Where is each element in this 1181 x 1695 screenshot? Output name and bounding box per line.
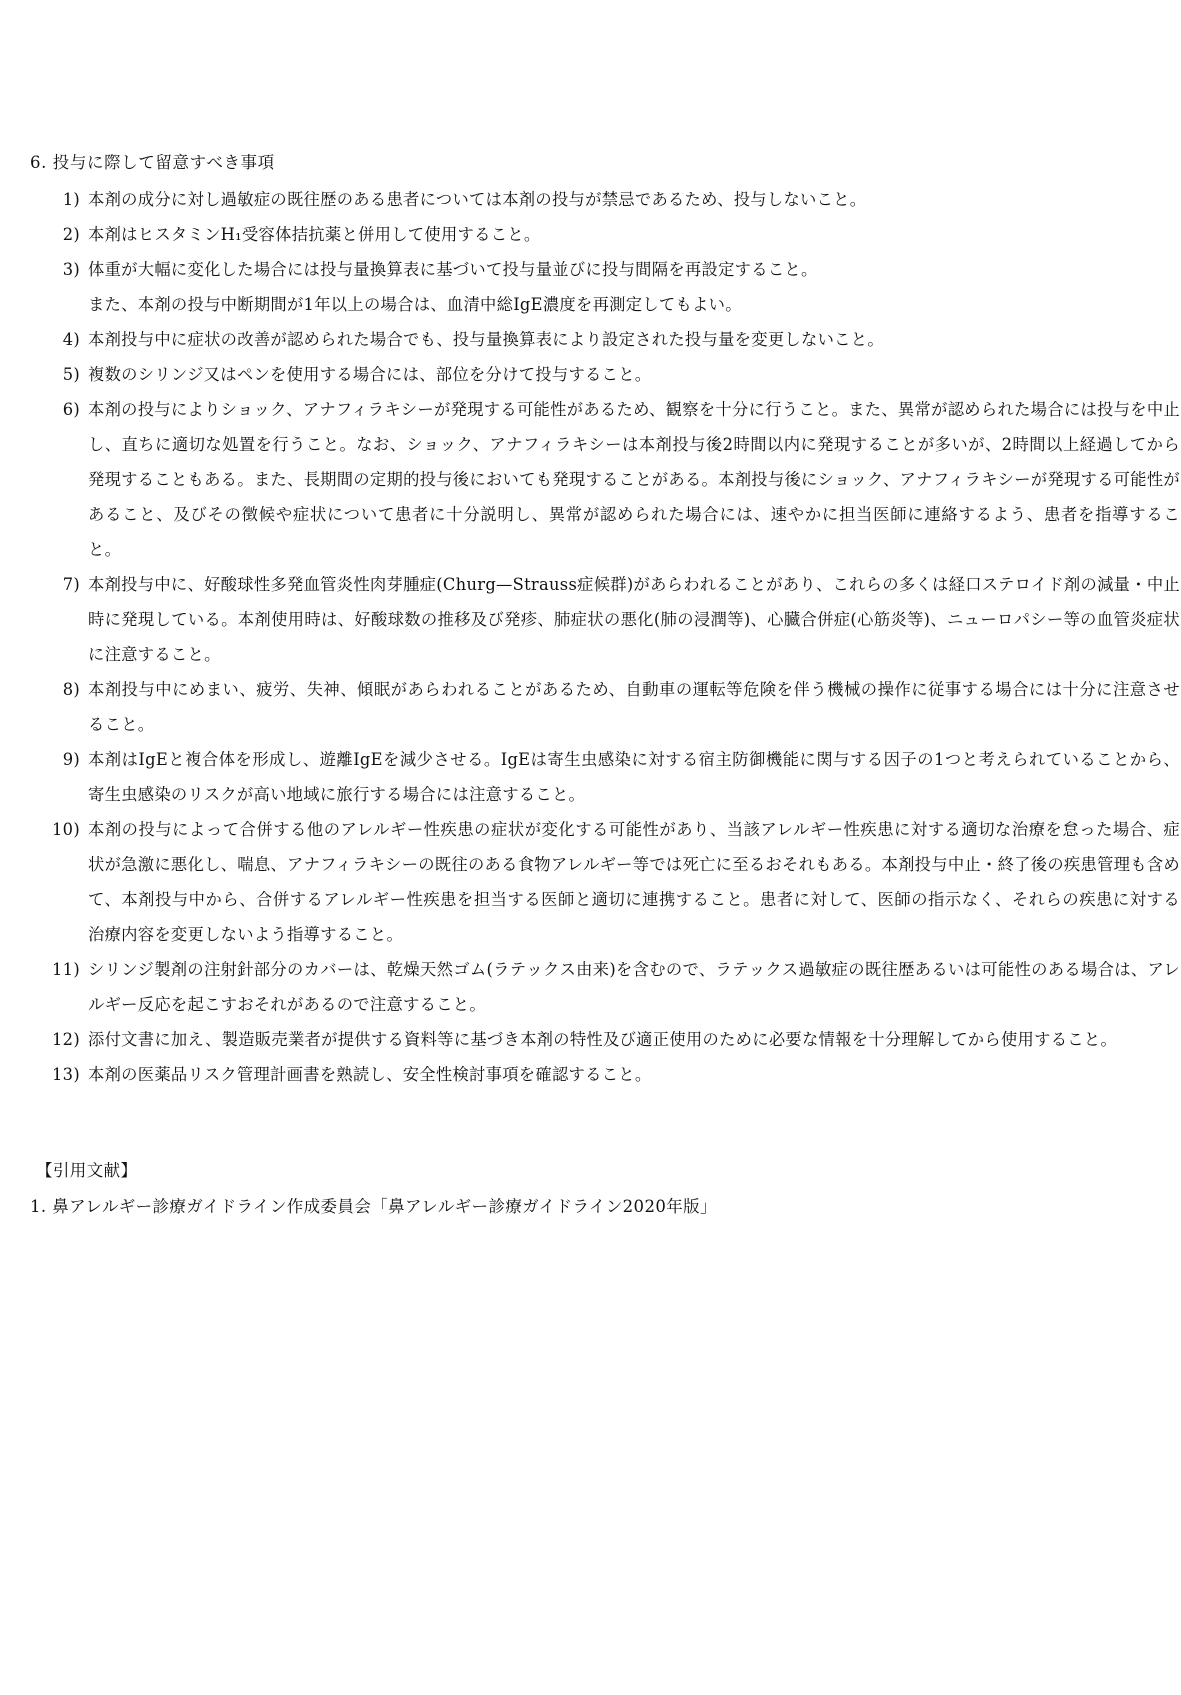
list-item [30,182,1160,217]
list-item-text: 本剤はIgEと複合体を形成し、遊離IgEを減少させる。IgEは寄生虫感染に対する宿主防御機能に関与する因子の1つと考えられていることから、寄生虫感染のリスクが高い地域に旅行する場合には注意すること。 [88,750,1180,804]
references-section [30,1160,1160,1218]
list-item-number: 4) [62,330,80,349]
list-item-number: 5) [62,365,80,384]
list-item-number: 3) [62,260,80,279]
list-item [30,742,1180,812]
list-item-number: 13) [52,1065,80,1084]
list-item-number: 11) [52,960,80,979]
list-item-text: 本剤投与中にめまい、疲労、失神、傾眠があらわれることがあるため、自動車の運転等危険を伴う機械の操作に従事する場合には十分に注意させること。 [88,680,1180,734]
precautions-section [30,152,1180,1092]
list-item-text: 本剤の投与によって合併する他のアレルギー性疾患の症状が変化する可能性があり、当該アレルギー性疾患に対する適切な治療を怠った場合、症状が急激に悪化し、喘息、アナフィラキシーの既往のある食物アレルギー等では死亡に至るおそれもある。本剤投与中止・終了後の疾患管理も含めて、本剤投与中から、合併するアレルギー性疾患を担当する医師と適切に連携すること。患者に対して、医師の指示なく、それらの疾患に対する治療内容を変更しないよう指導すること。 [88,820,1180,944]
list-item-number: 2) [62,225,80,244]
precautions-list [30,182,1180,1092]
references-heading: 【引用文献】 [36,1161,138,1180]
list-item-text: 本剤投与中に症状の改善が認められた場合でも、投与量換算表により設定された投与量を変更しないこと。 [88,330,884,349]
list-item [30,567,1180,672]
list-item [30,952,1180,1022]
reference-item: 1. 鼻アレルギー診療ガイドライン作成委員会「鼻アレルギー診療ガイドライン2020年版」 [30,1197,717,1216]
list-item [30,217,1160,252]
list-item [30,1057,1160,1092]
list-item-number: 1) [62,190,80,209]
list-item-number: 10) [52,820,80,839]
list-item-text: シリンジ製剤の注射針部分のカバーは、乾燥天然ゴム(ラテックス由来)を含むので、ラテックス過敏症の既往歴あるいは可能性のある場合は、アレルギー反応を起こすおそれがあるので注意すること。 [88,960,1180,1014]
list-item [30,1022,1160,1057]
list-item [30,357,1160,392]
list-item-number: 8) [62,680,80,699]
list-item-text: 本剤の成分に対し過敏症の既往歴のある患者については本剤の投与が禁忌であるため、投与しないこと。 [88,190,867,209]
list-item-note: また、本剤の投与中断期間が1年以上の場合は、血清中総IgE濃度を再測定してもよい。 [88,295,742,314]
list-item-text: 添付文書に加え、製造販売業者が提供する資料等に基づき本剤の特性及び適正使用のために必要な情報を十分理解してから使用すること。 [88,1030,1118,1049]
section-heading: 6. 投与に際して留意すべき事項 [30,153,275,172]
list-item-text: 本剤の医薬品リスク管理計画書を熟読し、安全性検討事項を確認すること。 [88,1065,652,1084]
list-item-text: 本剤の投与によりショック、アナフィラキシーが発現する可能性があるため、観察を十分に行うこと。また、異常が認められた場合には投与を中止し、直ちに適切な処置を行うこと。なお、ショック、アナフィラキシーは本剤投与後2時間以内に発現することが多いが、2時間以上経過してから発現することもある。また、長期間の定期的投与後においても発現することがある。本剤投与後にショック、アナフィラキシーが発現する可能性があること、及びその徴候や症状について患者に十分説明し、異常が認められた場合には、速やかに担当医師に連絡するよう、患者を指導すること。 [88,400,1180,559]
list-item-text: 複数のシリンジ又はペンを使用する場合には、部位を分けて投与すること。 [88,365,652,384]
list-item-text: 体重が大幅に変化した場合には投与量換算表に基づいて投与量並びに投与間隔を再設定すること。 [88,260,818,279]
list-item-text: 本剤投与中に、好酸球性多発血管炎性肉芽腫症(Churg—Strauss症候群)があらわれることがあり、これらの多くは経口ステロイド剤の減量・中止時に発現している。本剤使用時は、好酸球数の推移及び発疹、肺症状の悪化(肺の浸潤等)、心臓合併症(心筋炎等)、ニューロパシー等の血管炎症状に注意すること。 [88,575,1180,664]
list-item [30,252,1160,322]
list-item-number: 12) [52,1030,80,1049]
list-item-number: 7) [62,575,80,594]
list-item-text: 本剤はヒスタミンH₁受容体拮抗薬と併用して使用すること。 [88,225,541,244]
list-item [30,322,1160,357]
list-item [30,392,1180,567]
list-item-number: 6) [62,400,80,419]
list-item [30,672,1180,742]
list-item [30,812,1180,952]
list-item-number: 9) [62,750,80,769]
